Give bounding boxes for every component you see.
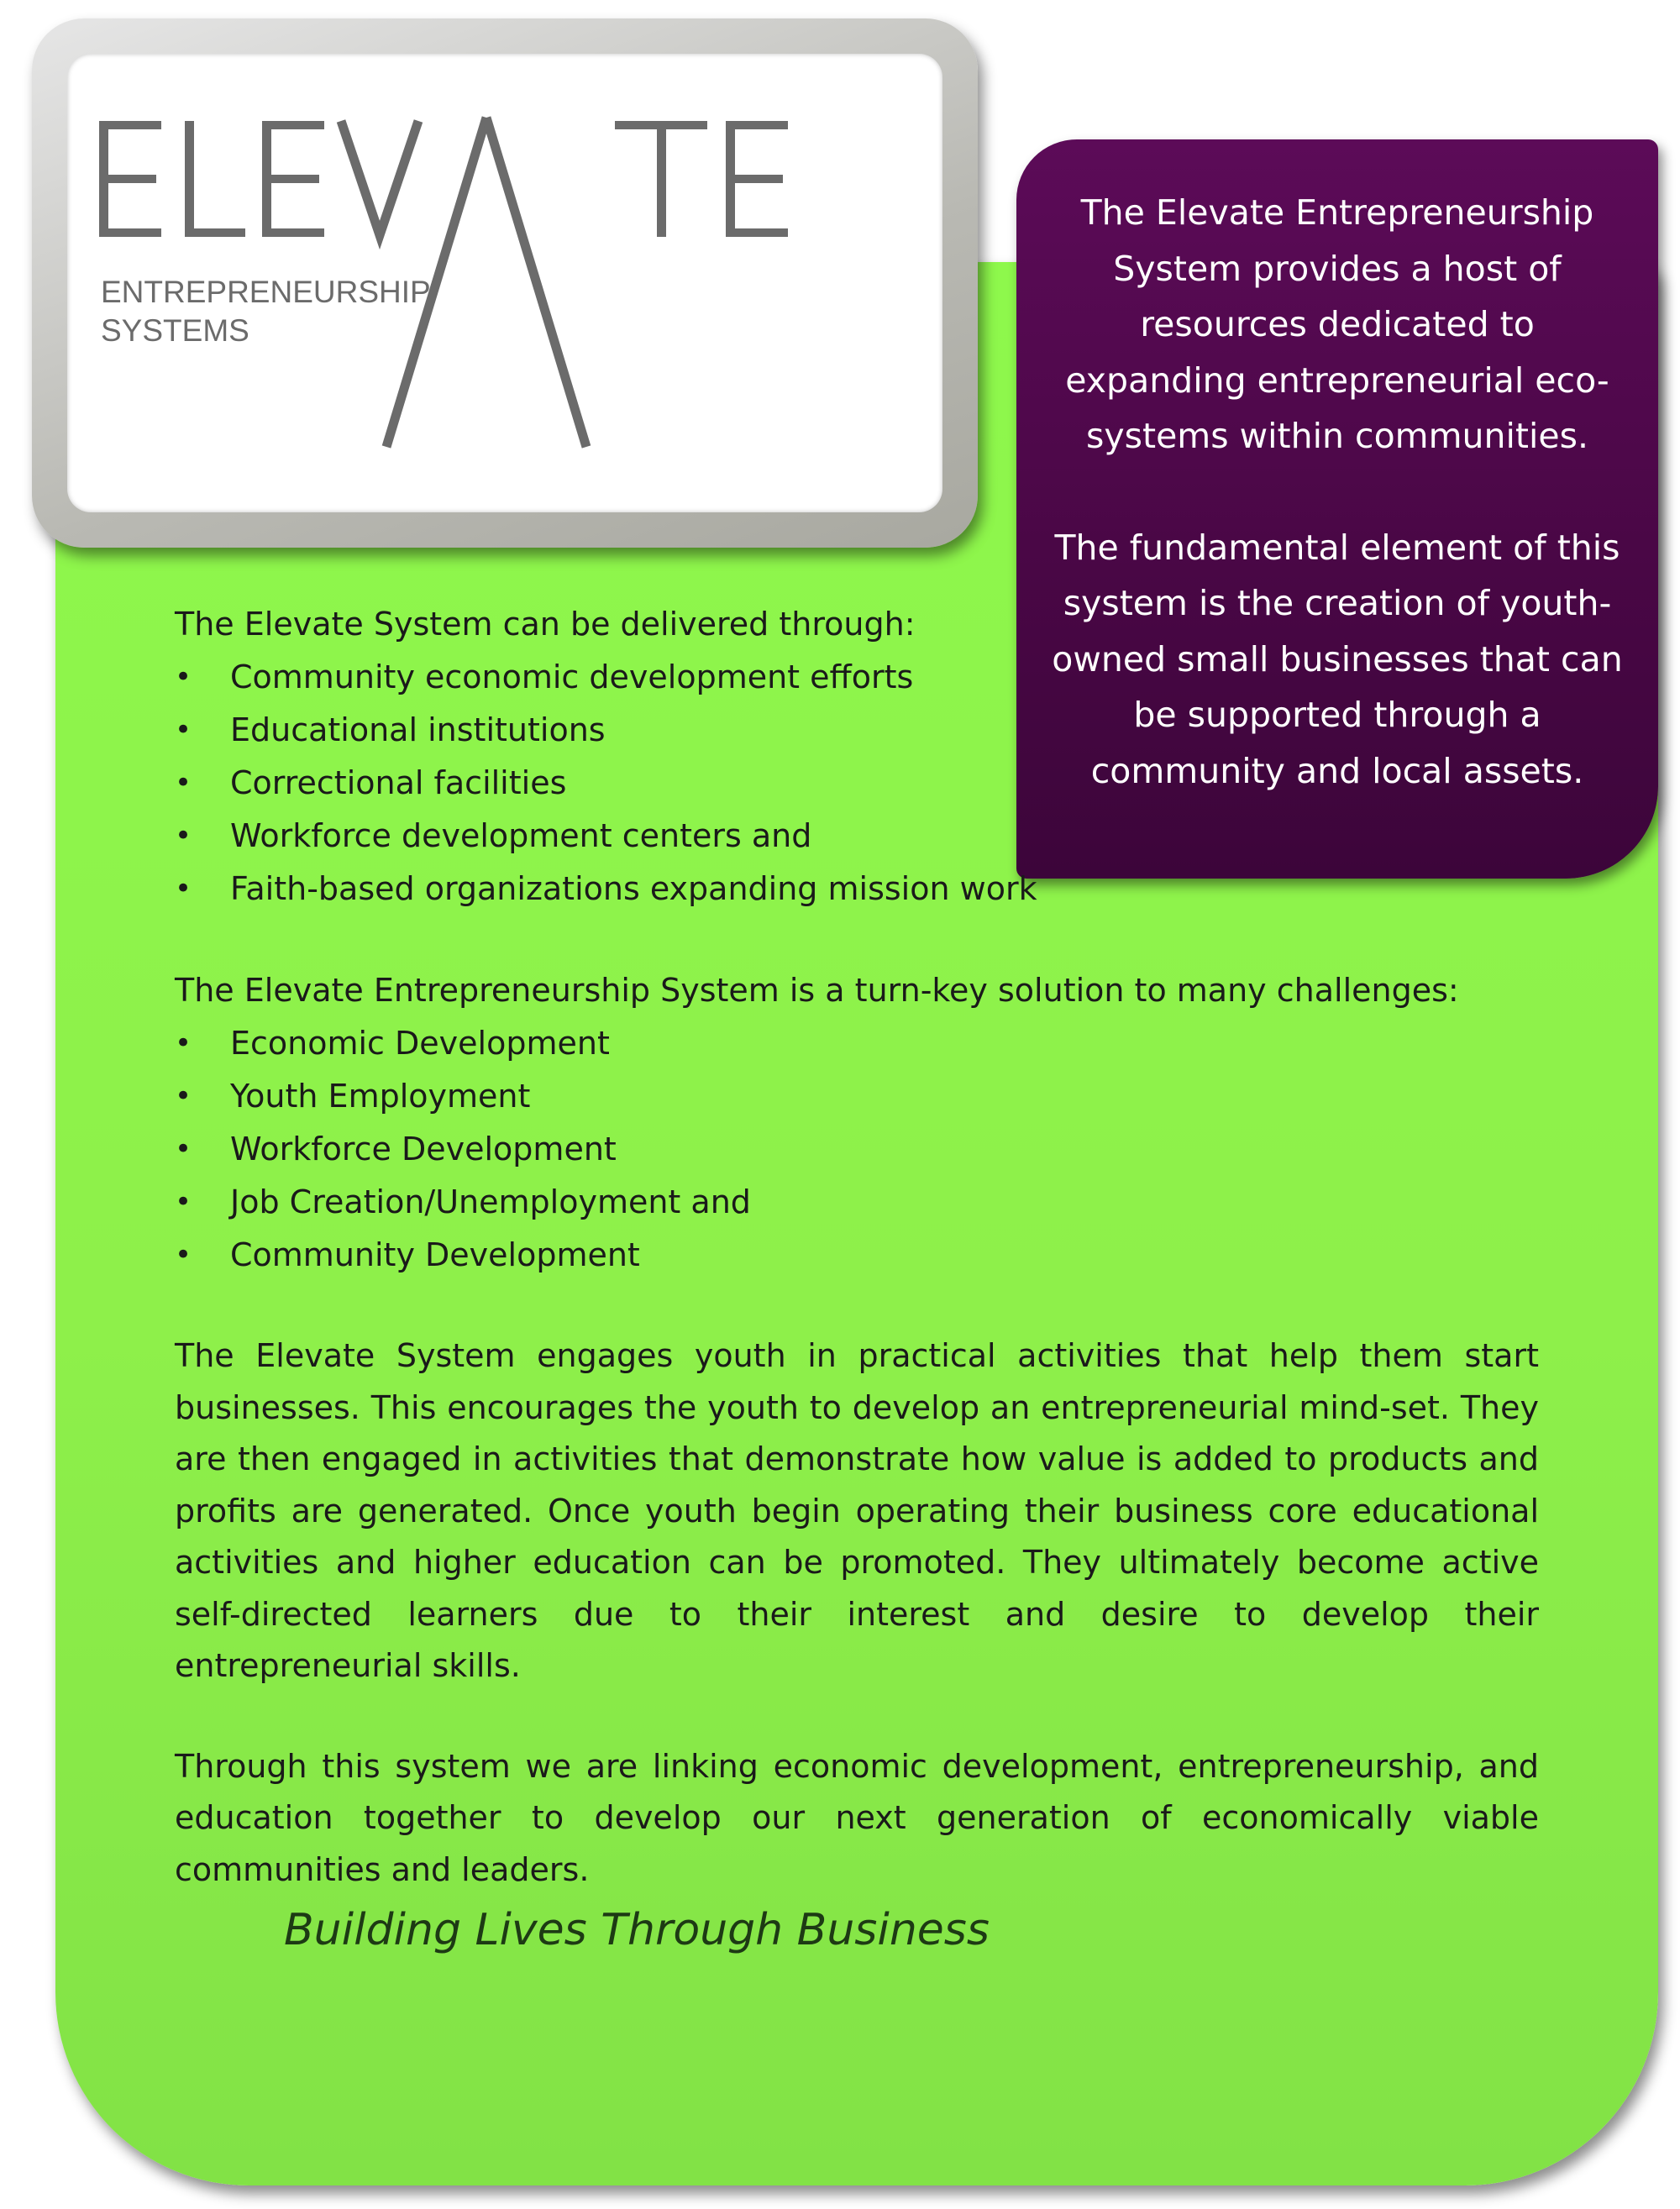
logo-line1: ENTREPRENEURSHIP	[101, 275, 431, 309]
list-item: • Faith-based organizations expanding mission work	[175, 863, 1539, 916]
list-item: • Economic Development	[175, 1017, 1539, 1070]
list-item: • Workforce Development	[175, 1123, 1539, 1176]
body-paragraph-1: The Elevate System engages youth in practical activities that help them start businesses. This encourages the youth to develop an entrepreneurial mind-set. They are then engaged in activities that demonstrate how value is added to products and profits are generated. Once youth begin operating their business core educational activities and higher education can be promoted. They ultimately become active self-directed learners due to their interest and desire to develop their entrepreneurial skills.	[175, 1337, 1539, 1684]
list-item: • Educational institutions	[175, 704, 1539, 757]
main-content	[175, 598, 1539, 1896]
list-item: • Youth Employment	[175, 1070, 1539, 1123]
challenges-intro: The Elevate Entrepreneurship System is a turn-key solution to many challenges:	[175, 972, 1459, 1009]
tagline: Building Lives Through Business	[284, 1905, 990, 1955]
list-item: • Job Creation/Unemployment and	[175, 1176, 1539, 1229]
challenges-list	[175, 1017, 1539, 1282]
delivery-intro: The Elevate System can be delivered through:	[175, 606, 916, 643]
list-item: • Community Development	[175, 1229, 1539, 1282]
list-item: • Community economic development efforts	[175, 651, 1539, 704]
list-item: • Correctional facilities	[175, 757, 1539, 810]
logo-frame	[32, 18, 978, 548]
logo-card	[67, 54, 942, 512]
body-paragraph-2: Through this system we are linking economic development, entrepreneurship, and education together to develop our next generation of economically viable communities and leaders.	[175, 1747, 1539, 1888]
logo-line2: SYSTEMS	[101, 313, 249, 348]
callout-paragraph-1: The Elevate Entrepreneurship System provides a host of resources dedicated to expanding entrepreneurial eco-systems within communities.	[1065, 192, 1609, 456]
delivery-list	[175, 651, 1539, 916]
elevate-logo	[67, 54, 942, 512]
callout-paragraph-2: The fundamental element of this system is the creation of youth-owned small businesses that can be supported through a community and local assets.	[1052, 527, 1623, 791]
list-item: • Workforce development centers and	[175, 810, 1539, 863]
